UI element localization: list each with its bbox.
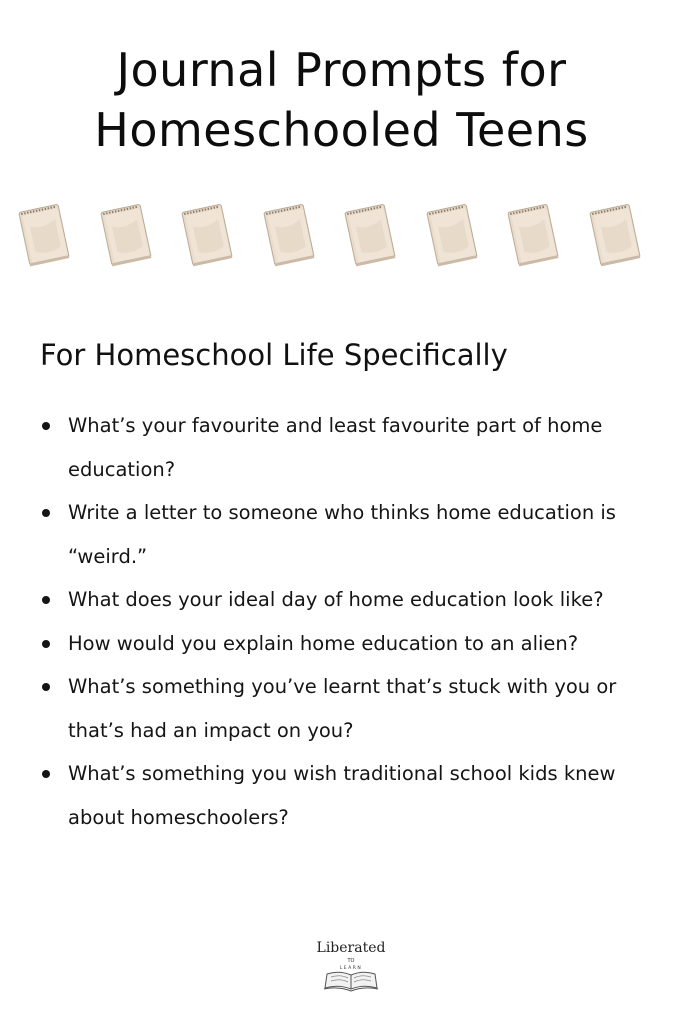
prompt-text: How would you explain home education to an alien? <box>68 631 579 655</box>
prompt-item <box>42 578 662 622</box>
notebook-icon <box>257 200 319 270</box>
bullet-icon <box>42 683 50 691</box>
notebook-icon <box>501 200 563 270</box>
logo-small-2: LEARN <box>339 966 363 971</box>
notebook-icon <box>338 200 400 270</box>
prompt-text: What does your ideal day of home education look like? <box>68 588 604 611</box>
notebook-icon <box>12 200 74 270</box>
notebook-row <box>12 200 652 276</box>
page-title <box>0 40 683 160</box>
prompt-item <box>42 665 662 752</box>
bullet-icon <box>42 640 50 648</box>
bullet-icon <box>42 509 50 517</box>
prompt-item <box>42 404 662 491</box>
notebook-icon <box>175 200 237 270</box>
prompt-item <box>42 622 662 666</box>
bullet-icon <box>42 596 50 604</box>
brand-logo <box>311 940 391 996</box>
title-line-2: Homeschooled Teens <box>94 103 589 157</box>
title-line-1: Journal Prompts for <box>116 43 567 97</box>
notebook-icon <box>420 200 482 270</box>
logo-small-1: TO <box>347 958 355 964</box>
notebook-icon <box>94 200 156 270</box>
prompt-item <box>42 491 662 578</box>
prompt-item <box>42 752 662 839</box>
prompt-text: Write a letter to someone who thinks home education is “weird.” <box>68 501 616 568</box>
open-book-icon <box>321 956 381 994</box>
logo-word: Liberated <box>316 940 386 956</box>
prompt-text: What’s something you wish traditional school kids knew about homeschoolers? <box>68 762 616 829</box>
bullet-icon <box>42 770 50 778</box>
notebook-icon <box>583 200 645 270</box>
prompt-list <box>42 404 662 839</box>
bullet-icon <box>42 422 50 430</box>
section-heading: For Homeschool Life Specifically <box>40 338 508 372</box>
prompt-text: What’s something you’ve learnt that’s stuck with you or that’s had an impact on you? <box>68 675 617 742</box>
prompt-text: What’s your favourite and least favourite part of home education? <box>68 414 603 481</box>
